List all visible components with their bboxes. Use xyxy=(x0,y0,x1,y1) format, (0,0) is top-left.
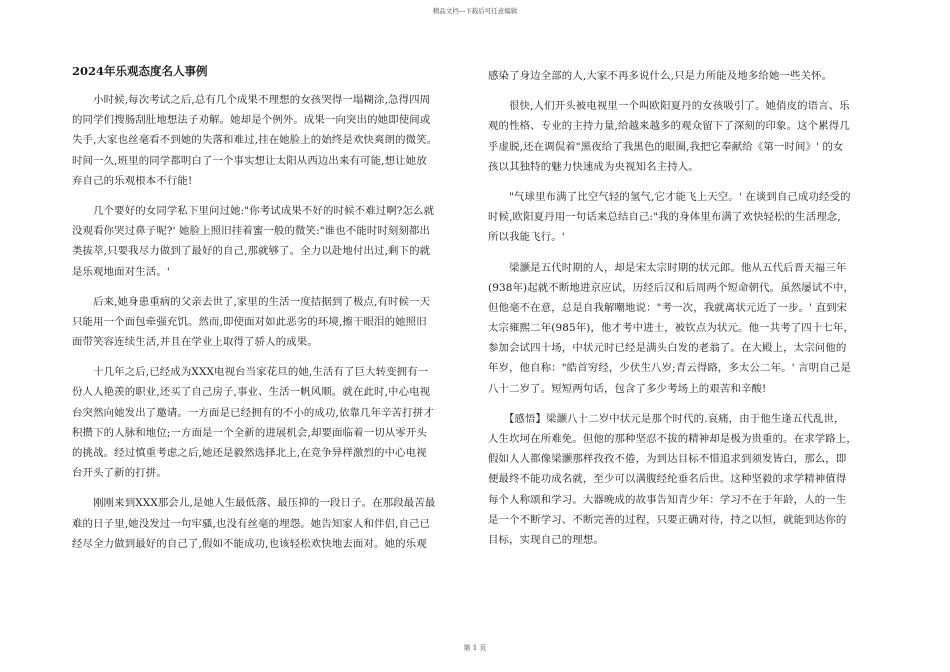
text-line: 台突然向她发出了邀请。一方面是已经拥有的不小的成功,依靠几年辛苦打拼才 xyxy=(72,406,434,419)
text-line: 积攒下的人脉和地位;一方面是一个全新的进展机会,却要面临着一切从零开头 xyxy=(72,426,427,439)
text-line: 是乐观地面对生活。' xyxy=(72,265,170,278)
text-line: 刚刚来到XXX那会儿,是她人生最低落、最压抑的一段日子。在那段最苦最 xyxy=(72,497,436,510)
text-line: "气球里布满了比空气轻的氢气,它才能飞上天空。' 在谈到自己成功经受的 xyxy=(488,190,851,203)
text-line: 梁灏是五代时期的人，却是宋太宗时期的状元郎。他从五代后晋天福三年 xyxy=(488,261,847,274)
text-line: 是一个不断学习、不断完善的过程，只要正确对待，持之以恒，就能到达你的 xyxy=(488,513,847,526)
text-line: 后来,她身患重病的父亲去世了,家里的生活一度拮据到了极点,有时候一天 xyxy=(72,295,431,308)
text-line: 每个人称颂和学习。大器晚成的故事告知青少年：学习不在于年龄，人的一生 xyxy=(488,493,847,506)
text-line: 经尽全力做到最好的自己了,假如不能成功,也该轻松欢快地去面对。她的乐观 xyxy=(72,537,427,550)
paragraph xyxy=(72,292,462,353)
paragraph xyxy=(72,362,462,483)
text-line: 时候,欧阳夏丹用一句话来总结自己:"我的身体里布满了欢快轻松的生活理念, xyxy=(488,211,841,224)
text-line: 十几年之后,已经成为XXX电视台当家花旦的她,生活有了巨大转变拥有一 xyxy=(72,366,429,379)
text-line: 弃自己的乐观根本不行能! xyxy=(72,174,193,187)
paragraph xyxy=(72,493,462,554)
text-line: 【感悟】梁灏八十二岁中状元是那个时代的.哀痛，由于他生逢五代乱世， xyxy=(488,412,845,425)
paragraph xyxy=(488,258,878,399)
text-line: 乎虚脱,还在调侃着"黑夜给了我黑色的眼圈,我把它奉献给《第一时间》' 的女 xyxy=(488,140,844,153)
left-column xyxy=(72,64,462,564)
text-line: 人生坎坷在所难免。但他的那种坚忍不拔的精神却是极为贵重的。在求学路上， xyxy=(488,433,857,445)
text-line: 失手,大家也丝毫看不到她的失落和难过,挂在她脸上的始终是欢快爽朗的微笑。 xyxy=(72,134,438,147)
text-line: 类拔萃,只要我尽力做到了最好的自己,那就够了。全力以赴地付出过,剩下的就 xyxy=(72,245,431,258)
text-line: 但他毫不在意，总是自我解嘲地说："考一次，我就离状元近了一步。' 直到宋 xyxy=(488,301,848,314)
text-line: 的挑战。经过慎重考虑之后,她还是毅然选择北上,在竞争异样激烈的中心电视 xyxy=(72,447,427,459)
text-line: 只能用一个面包牵强充饥。然而,即使面对如此恶劣的环境,擦干眼泪的她照旧 xyxy=(72,315,427,328)
text-line: 份人人艳羡的职业,还买了自己房子,事业、生活一帆风顺。就在此时,中心电视 xyxy=(72,386,431,399)
text-line: 所以我能飞行。' xyxy=(488,231,565,244)
text-line: 观的性格、专业的主持力量,给越来越多的观众留下了深刻的印象。这个累得几 xyxy=(488,120,850,133)
paragraph xyxy=(72,90,462,191)
paragraph xyxy=(488,96,878,177)
text-line: 没观看你哭过鼻子呢?' 她脸上照旧挂着蜜一般的微笑:"谁也不能时时刻刻都出 xyxy=(72,225,431,238)
paragraph xyxy=(72,201,462,282)
right-column xyxy=(488,66,878,560)
page-footer: 第 1 页 xyxy=(463,644,487,652)
document-title: 2024年乐观态度名人事例 xyxy=(72,64,208,78)
text-line: 面带笑容连续生活,并且在学业上取得了骄人的成果。 xyxy=(72,336,318,349)
paragraph xyxy=(488,409,878,550)
right-body xyxy=(488,66,878,550)
text-line: 便最终不能功成名就，至少可以满腹经纶垂名后世。这种坚毅的求学精神值得 xyxy=(488,473,847,486)
text-line: 几个要好的女同学私下里问过她:"你考试成果不好的时候不难过啊?怎么就 xyxy=(72,204,435,217)
paragraph xyxy=(488,187,878,248)
text-line: 台开头了新的打拼。 xyxy=(72,467,167,480)
text-line: 的同学们搜肠刮肚地想法子劝解。她却是个例外。成果一向突出的她即使间或 xyxy=(72,114,431,127)
text-line: 太宗雍熙二年(985年)，他才考中进士，被钦点为状元。他一共考了四十七年， xyxy=(488,322,854,335)
text-line: 难的日子里,她没发过一句牢骚,也没有丝毫的埋怨。她告知家人和伴侣,自己已 xyxy=(72,517,431,530)
text-line: 很快,人们开头被电视里一个叫欧阳夏丹的女孩吸引了。她俏皮的语言、乐 xyxy=(488,100,850,113)
text-line: 时间一久,班里的同学都明白了一个事实想让太阳从西边出来有可能,想让她放 xyxy=(72,154,427,167)
text-line: 八十二岁了。短短两句话，包含了多少考场上的艰苦和辛酸! xyxy=(488,382,767,395)
paragraph xyxy=(488,66,878,86)
text-line: 目标，实现自己的理想。 xyxy=(488,533,604,546)
text-line: 年岁，他自称："皓首穷经，少伏生八岁;青云得路，多太公二年。' 言明自己是 xyxy=(488,362,851,375)
text-line: 参加会试四十场，中状元时已经是满头白发的老翁了。在大殿上，太宗问他的 xyxy=(488,342,847,355)
text-line: 小时候,每次考试之后,总有几个成果不理想的女孩哭得一塌糊涂,急得四周 xyxy=(72,94,431,106)
text-line: 假如人人都像梁灏那样孜孜不倦，为到达目标不惜追求到须发皆白，那么，即 xyxy=(488,453,847,466)
text-line: 孩以其独特的魅力快速成为央视知名主持人。 xyxy=(488,160,699,173)
text-line: 感染了身边全部的人,大家不再多说什么,只是力所能及地多给她一些关怀。 xyxy=(488,70,833,82)
page-header: 精品文档---下载后可任意编辑 xyxy=(432,7,518,15)
left-body xyxy=(72,90,462,554)
text-line: (938年)起就不断地进京应试，历经后汉和后周两个短命朝代。虽然屡试不中， xyxy=(488,281,854,294)
